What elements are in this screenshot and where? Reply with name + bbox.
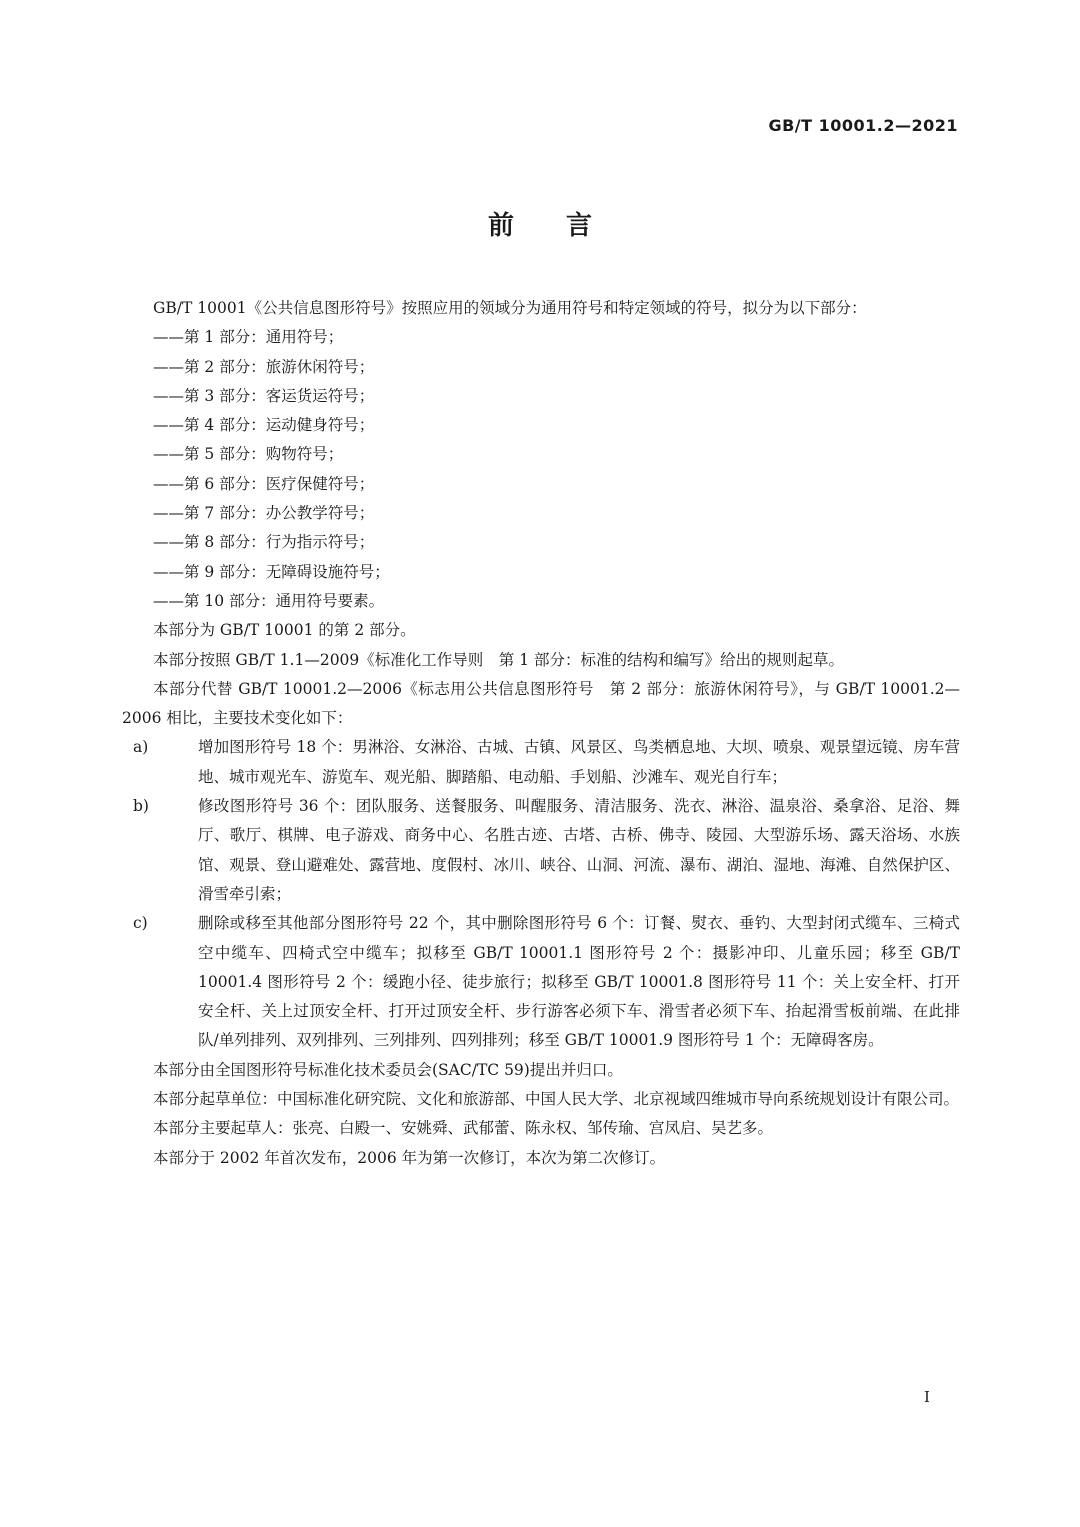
part-list-item: ——第 8 部分：行为指示符号； [153, 533, 375, 552]
drafters-statement: 本部分主要起草人：张亮、白殿一、安姚舜、武郁蕾、陈永权、邹传瑜、宫凤启、吴艺多。 [153, 1119, 774, 1138]
part-list-item: ——第 3 部分：客运货运符号； [153, 386, 375, 405]
proposer-statement: 本部分由全国图形符号标准化技术委员会(SAC/TC 59)提出并归口。 [153, 1060, 623, 1079]
part-list-item: ——第 4 部分：运动健身符号； [153, 416, 375, 435]
revision-history-statement: 本部分于 2002 年首次发布，2006 年为第一次修订，本次为第二次修订。 [153, 1148, 666, 1167]
change-item-b [122, 792, 960, 909]
replacement-statement: 本部分代替 GB/T 10001.2—2006《标志用公共信息图形符号 第 2 部分：旅游休闲符号》，与 GB/T 10001.2—2006 相比，主要技术变化如下： [122, 679, 960, 728]
drafting-units-statement: 本部分起草单位：中国标准化研究院、文化和旅游部、中国人民大学、北京视域四维城市导向系统规划设计有限公司。 [153, 1090, 960, 1109]
change-item-text: 修改图形符号 36 个：团队服务、送餐服务、叫醒服务、清洁服务、洗衣、淋浴、温泉浴、桑拿浴、足浴、舞厅、歌厅、棋牌、电子游戏、商务中心、名胜古迹、古塔、古桥、佛寺、陵园、大型游乐场、露天浴场、水族馆、观景、登山避难处、露营地、度假村、冰川、峡谷、山洞、河流、瀑布、湖泊、湿地、海滩、自然保护区、滑雪牵引索； [198, 797, 960, 903]
page-title: 前言 [487, 211, 644, 241]
change-item-marker: a) [133, 738, 149, 757]
change-item-marker: c) [133, 914, 148, 933]
change-item-text: 增加图形符号 18 个：男淋浴、女淋浴、古城、古镇、风景区、鸟类栖息地、大坝、喷泉、观景望远镜、房车营地、城市观光车、游览车、观光船、脚踏船、电动船、手划船、沙滩车、观光自行车； [198, 738, 960, 786]
part-list-item: ——第 6 部分：医疗保健符号； [153, 474, 375, 493]
intro-paragraph: GB/T 10001《公共信息图形符号》按照应用的领域分为通用符号和特定领域的符号，拟分为以下部分： [153, 299, 867, 317]
change-item-c [122, 909, 960, 1055]
part-list-item: ——第 9 部分：无障碍设施符号； [153, 562, 390, 581]
foreword-body [122, 294, 960, 1173]
part-list-item: ——第 7 部分：办公教学符号； [153, 504, 375, 523]
part-list-item: ——第 5 部分：购物符号； [153, 445, 344, 464]
standard-number: GB/T 10001.2—2021 [768, 116, 958, 135]
change-item-a [122, 733, 960, 792]
part-statement: 本部分为 GB/T 10001 的第 2 部分。 [153, 621, 416, 640]
part-list-item: ——第 1 部分：通用符号； [153, 328, 344, 347]
part-list-item: ——第 10 部分：通用符号要素。 [153, 591, 385, 610]
page-number: I [924, 1388, 930, 1406]
part-list-item: ——第 2 部分：旅游休闲符号； [153, 357, 375, 376]
change-item-marker: b) [133, 797, 149, 816]
drafting-rule-statement: 本部分按照 GB/T 1.1—2009《标准化工作导则 第 1 部分：标准的结构和编写》给出的规则起草。 [153, 650, 845, 669]
change-item-text: 删除或移至其他部分图形符号 22 个，其中删除图形符号 6 个：订餐、熨衣、垂钓、大型封闭式缆车、三椅式空中缆车、四椅式空中缆车；拟移至 GB/T 10001.1 图形符号 2 个：摄影冲印、儿童乐园；移至 GB/T 10001.4 图形符号 2 个：缓跑小径、徒步旅行；拟移至 GB/T 10001.8 图形符号 11 个：关上安全杆、打开安全杆、关上过顶安全杆、打开过顶安全杆、步行游客必须下车、滑雪者必须下车、抬起滑雪板前端、在此排队/单列排列、双列排列、三列排列、四列排列；移至 GB/T 10001.9 图形符号 1 个：无障碍客房。 [198, 914, 960, 1050]
